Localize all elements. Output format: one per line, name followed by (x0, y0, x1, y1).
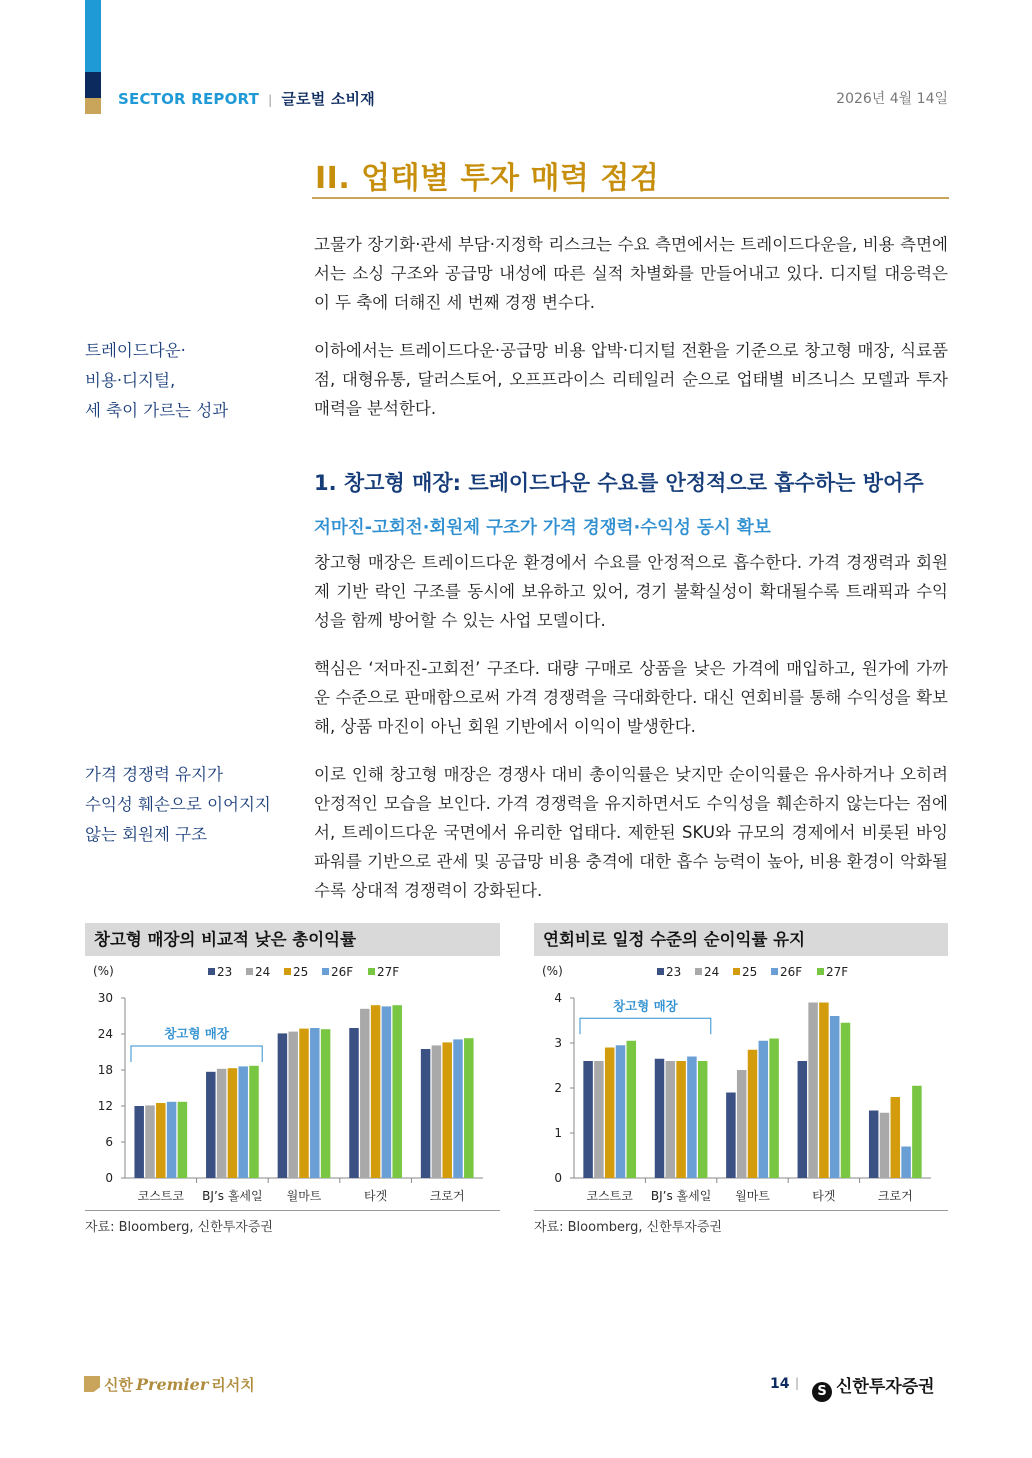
y-tick-label: 12 (97, 1099, 113, 1113)
subsection-subtitle: 저마진-고회전·회원제 구조가 가격 경쟁력·수익성 동시 확보 (314, 518, 771, 538)
report-type: SECTOR REPORT (118, 90, 260, 108)
legend-label: 27F (826, 965, 849, 979)
sidenote-2-line: 않는 회원제 구조 (85, 825, 208, 844)
bar (891, 1097, 901, 1178)
paragraph-warehouse: 창고형 매장은 트레이드다운 환경에서 수요를 안정적으로 흡수한다. 가격 경쟁력과 회원제 기반 락인 구조를 동시에 보유하고 있어, 경기 불확실성이 확대될수록 트래픽과 수익성을 함께 방어할 수 있는 사업 모델이다. (314, 553, 948, 630)
bar (808, 1003, 818, 1179)
bar (382, 1006, 392, 1178)
annotation-bracket (131, 1046, 262, 1062)
bar (616, 1045, 626, 1178)
legend-swatch (695, 968, 702, 975)
x-tick-label: 타겟 (812, 1189, 836, 1203)
legend-swatch (733, 968, 740, 975)
x-tick-label: BJ’s 홀세일 (202, 1189, 263, 1203)
bar (737, 1070, 747, 1178)
legend-label: 25 (742, 965, 758, 979)
legend-label: 26F (780, 965, 803, 979)
sidenote-1-line: 비용·디지털, (85, 371, 176, 390)
chart-1-rule (85, 1210, 500, 1211)
bar (655, 1059, 665, 1178)
y-tick-label: 2 (554, 1081, 562, 1095)
x-tick-label: 타겟 (364, 1189, 388, 1203)
paragraph-scope: 이하에서는 트레이드다운·공급망 비용 압박·디지털 전환을 기준으로 창고형 매장, 식료품점, 대형유통, 달러스토어, 오프프라이스 리테일러 순으로 업태별 비즈니스 모델과 투자 매력을 분석한다. (314, 341, 948, 418)
bar (421, 1049, 431, 1178)
header-stripe-gold (85, 98, 101, 114)
bar (726, 1093, 736, 1179)
bar (371, 1005, 381, 1178)
paragraph-intro: 고물가 장기화·관세 부담·지정학 리스크는 수요 측면에서는 트레이드다운을, 비용 측면에서는 소싱 구조와 공급망 내성에 따른 실적 차별화를 만들어내고 있다. 디지털 대응력은 이 두 축에 더해진 세 번째 경쟁 변수다. (314, 235, 948, 312)
report-category: 글로벌 소비재 (281, 90, 375, 108)
y-unit-label: (%) (542, 964, 563, 978)
bar (841, 1023, 851, 1178)
bar (442, 1042, 452, 1178)
bar (321, 1029, 331, 1178)
bar (178, 1102, 188, 1178)
sidenote-2-line: 가격 경쟁력 유지가 (85, 765, 224, 784)
annotation-label: 창고형 매장 (613, 998, 678, 1014)
header-stripe-navy (85, 72, 101, 98)
legend-label: 24 (704, 965, 720, 979)
sidenote-1-line: 세 축이 가르는 성과 (85, 401, 229, 420)
page-number: 14 (770, 1376, 790, 1392)
report-date: 2026년 4월 14일 (836, 91, 948, 107)
chart-1-gross-margin (85, 956, 500, 1210)
sidenote-2-line: 수익성 훼손으로 이어지지 (85, 795, 271, 814)
header-stripe-blue (85, 0, 101, 72)
bar (392, 1005, 402, 1178)
x-tick-label: 코스트코 (137, 1189, 184, 1203)
annotation-label: 창고형 매장 (164, 1026, 229, 1041)
legend-label: 27F (377, 965, 400, 979)
bar (912, 1086, 922, 1178)
y-tick-label: 0 (105, 1171, 113, 1185)
bar (627, 1041, 637, 1178)
bar (759, 1041, 769, 1178)
subsection-title: 1. 창고형 매장: 트레이드다운 수요를 안정적으로 흡수하는 방어주 (314, 471, 924, 495)
y-unit-label: (%) (93, 964, 114, 978)
bar (349, 1028, 359, 1178)
bar (453, 1039, 463, 1178)
bar (228, 1068, 238, 1178)
bar (156, 1103, 166, 1178)
y-tick-label: 0 (554, 1171, 562, 1185)
bar (217, 1069, 227, 1178)
bar (605, 1048, 615, 1179)
chart-2-net-margin (534, 956, 948, 1210)
legend-label: 24 (255, 965, 271, 979)
legend-swatch (657, 968, 664, 975)
footer-brand-right: 리서치 (211, 1376, 255, 1394)
legend-swatch (246, 968, 253, 975)
chart-1-title: 창고형 매장의 비교적 낮은 총이익률 (85, 923, 500, 956)
bar (880, 1113, 890, 1178)
legend-label: 23 (666, 965, 682, 979)
x-tick-label: BJ’s 홀세일 (650, 1189, 712, 1203)
section-title-rule (312, 197, 949, 199)
bar (238, 1066, 248, 1178)
y-tick-label: 4 (554, 991, 562, 1005)
section-title: II. 업태별 투자 매력 점검 (315, 161, 660, 196)
sidenote-1 (85, 336, 300, 426)
paragraph-core: 핵심은 ‘저마진-고회전’ 구조다. 대량 구매로 상품을 낮은 가격에 매입하고, 원가에 가까운 수준으로 판매함으로써 가격 경쟁력을 극대화한다. 대신 연회비를 통해 수익성을 확보해, 상품 마진이 아닌 회원 기반에서 이익이 발생한다. (314, 659, 948, 736)
bar (360, 1009, 370, 1178)
chart-2-title: 연회비로 일정 수준의 순이익률 유지 (534, 923, 948, 956)
bar (206, 1072, 216, 1178)
legend-label: 26F (331, 965, 354, 979)
footer-brand-left: 신한 (104, 1376, 133, 1394)
chart-2-source: 자료: Bloomberg, 신한투자증권 (534, 1220, 722, 1235)
legend-swatch (368, 968, 375, 975)
legend-swatch (322, 968, 329, 975)
bar (769, 1039, 779, 1179)
y-tick-label: 6 (105, 1135, 113, 1149)
bar (432, 1045, 442, 1178)
header-separator: | (268, 93, 273, 107)
report-header (118, 88, 375, 109)
bar (830, 1016, 840, 1178)
bar (278, 1033, 288, 1178)
company-name: 신한투자증권 (836, 1377, 935, 1397)
chart-2-rule (534, 1210, 948, 1211)
y-tick-label: 18 (97, 1063, 113, 1077)
bar (676, 1061, 686, 1178)
bar (798, 1061, 808, 1178)
legend-swatch (208, 968, 215, 975)
bar (145, 1105, 155, 1178)
bar (134, 1106, 144, 1178)
x-tick-label: 월마트 (286, 1189, 322, 1203)
chart-1-source: 자료: Bloomberg, 신한투자증권 (85, 1220, 273, 1235)
bar (594, 1061, 604, 1178)
paragraph-margin: 이로 인해 창고형 매장은 경쟁사 대비 총이익률은 낮지만 순이익률은 유사하거나 오히려 안정적인 모습을 보인다. 가격 경쟁력을 유지하면서도 수익성을 훼손하지 않는다는 점에서, 트레이드다운 국면에서 유리한 업태다. 제한된 SKU와 규모의 경제에서 비롯된 바잉파워를 기반으로 관세 및 공급망 비용 충격에 대한 흡수 능력이 높아, 비용 환경이 악화될수록 상대적 경쟁력이 강화된다. (314, 765, 948, 900)
bar (583, 1061, 593, 1178)
y-tick-label: 30 (97, 991, 113, 1005)
bar (249, 1066, 259, 1178)
y-tick-label: 24 (97, 1027, 113, 1041)
bar (869, 1111, 879, 1179)
bar (288, 1032, 298, 1178)
legend-swatch (817, 968, 824, 975)
footer-brand (84, 1374, 255, 1395)
bar (819, 1003, 829, 1179)
bar (464, 1038, 474, 1178)
bar (299, 1029, 309, 1178)
y-tick-label: 1 (554, 1126, 562, 1140)
sidenote-1-line: 트레이드다운· (85, 341, 186, 360)
legend-label: 25 (293, 965, 309, 979)
annotation-bracket (580, 1018, 711, 1034)
premier-logo-icon (84, 1376, 100, 1392)
x-tick-label: 코스트코 (586, 1189, 633, 1203)
legend-swatch (284, 968, 291, 975)
bar (698, 1061, 708, 1178)
x-tick-label: 크로거 (429, 1189, 465, 1203)
y-tick-label: 3 (554, 1036, 562, 1050)
legend-swatch (771, 968, 778, 975)
bar (901, 1147, 911, 1179)
bar (310, 1028, 320, 1178)
sidenote-2 (85, 760, 300, 850)
shinhan-logo-icon: S (812, 1382, 832, 1402)
footer-brand-premier: Premier (135, 1375, 209, 1394)
bar (748, 1050, 758, 1178)
bar (687, 1057, 697, 1179)
x-tick-label: 월마트 (735, 1189, 770, 1203)
footer-separator: | (795, 1376, 800, 1390)
bar (167, 1102, 177, 1178)
bar (666, 1061, 676, 1178)
company-logo (812, 1372, 935, 1402)
legend-label: 23 (217, 965, 233, 979)
x-tick-label: 크로거 (877, 1189, 913, 1203)
